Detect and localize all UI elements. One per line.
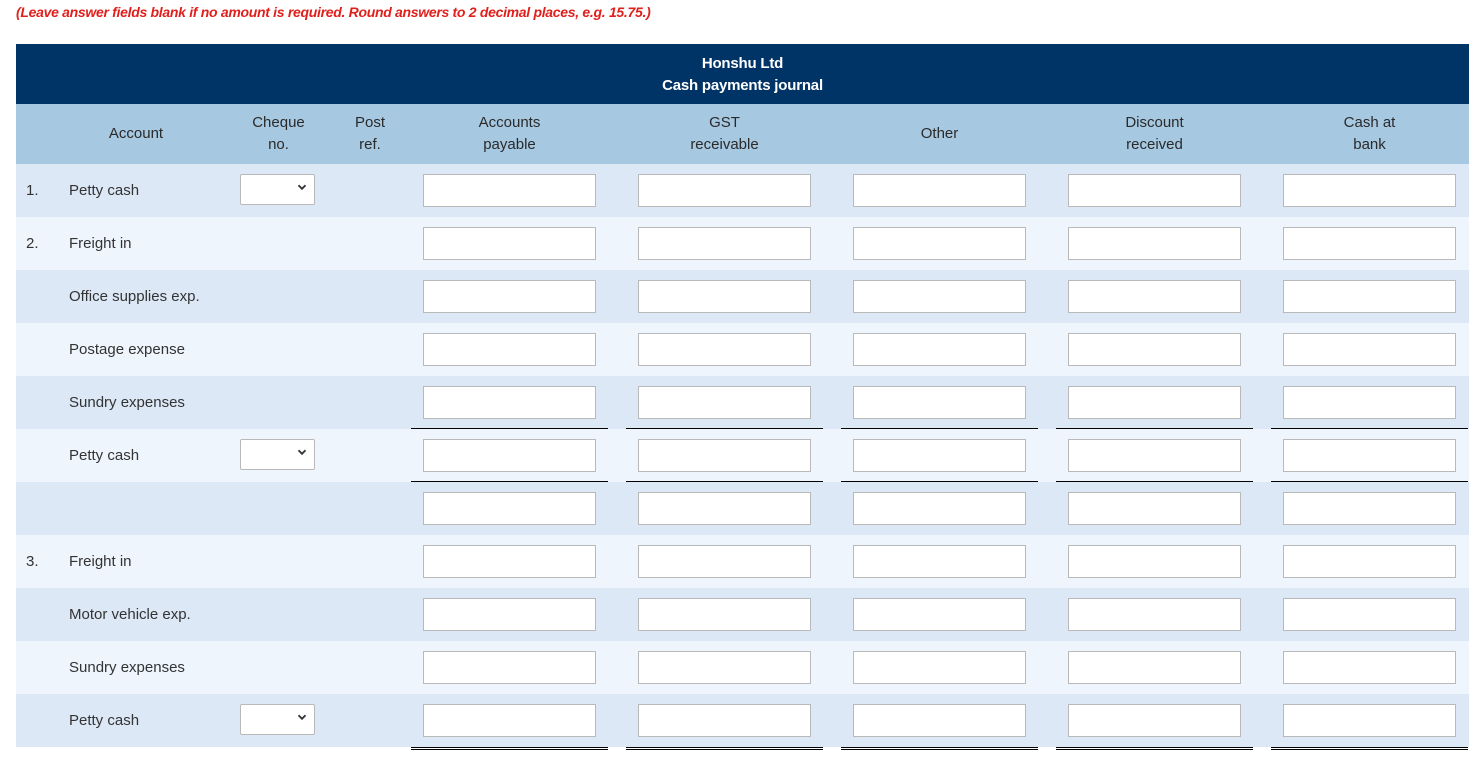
cheque-no-dropdown[interactable] xyxy=(240,439,315,470)
other-input[interactable] xyxy=(853,598,1026,631)
accounts-payable-input[interactable] xyxy=(423,280,596,313)
cash-at-bank-input[interactable] xyxy=(1283,704,1456,737)
cash-payments-journal xyxy=(16,44,1469,747)
discount-received-input[interactable] xyxy=(1068,545,1241,578)
gst-receivable-input[interactable] xyxy=(638,598,811,631)
journal-title-bar xyxy=(16,44,1469,104)
discount-received-input[interactable] xyxy=(1068,439,1241,472)
discount-received-input[interactable] xyxy=(1068,227,1241,260)
header-accounts-payable: Accounts payable xyxy=(478,114,541,153)
cash-at-bank-input[interactable] xyxy=(1283,598,1456,631)
cash-at-bank-input[interactable] xyxy=(1283,386,1456,419)
journal-row xyxy=(16,588,1469,641)
account-name: Motor vehicle exp. xyxy=(69,606,191,623)
gst-receivable-input[interactable] xyxy=(638,386,811,419)
accounts-payable-input[interactable] xyxy=(423,227,596,260)
company-name: Honshu Ltd xyxy=(701,55,784,72)
gst-receivable-input[interactable] xyxy=(638,439,811,472)
journal-row xyxy=(16,482,1469,535)
other-input[interactable] xyxy=(853,333,1026,366)
journal-row xyxy=(16,641,1469,694)
account-name: Sundry expenses xyxy=(69,394,185,411)
other-input[interactable] xyxy=(853,174,1026,207)
accounts-payable-input[interactable] xyxy=(423,545,596,578)
total-double-underline xyxy=(1056,747,1253,750)
header-cash-at-bank: Cash at bank xyxy=(1343,114,1396,153)
accounts-payable-input[interactable] xyxy=(423,704,596,737)
gst-receivable-input[interactable] xyxy=(638,651,811,684)
account-name: Petty cash xyxy=(69,182,140,199)
journal-rows xyxy=(16,164,1469,747)
other-input[interactable] xyxy=(853,492,1026,525)
cash-at-bank-input[interactable] xyxy=(1283,333,1456,366)
accounts-payable-input[interactable] xyxy=(423,174,596,207)
header-cheque-no: Cheque no. xyxy=(252,114,305,153)
accounts-payable-input[interactable] xyxy=(423,492,596,525)
journal-row xyxy=(16,694,1469,747)
other-input[interactable] xyxy=(853,704,1026,737)
journal-row xyxy=(16,376,1469,429)
other-input[interactable] xyxy=(853,651,1026,684)
cash-at-bank-input[interactable] xyxy=(1283,545,1456,578)
accounts-payable-input[interactable] xyxy=(423,333,596,366)
instruction-text: (Leave answer fields blank if no amount is required. Round answers to 2 decimal places, e.g. 15.75.) xyxy=(16,4,651,20)
journal-row xyxy=(16,535,1469,588)
discount-received-input[interactable] xyxy=(1068,704,1241,737)
discount-received-input[interactable] xyxy=(1068,492,1241,525)
header-other: Other xyxy=(920,125,959,142)
journal-row xyxy=(16,217,1469,270)
journal-row xyxy=(16,164,1469,217)
other-input[interactable] xyxy=(853,439,1026,472)
gst-receivable-input[interactable] xyxy=(638,227,811,260)
total-double-underline xyxy=(841,747,1038,750)
accounts-payable-input[interactable] xyxy=(423,386,596,419)
other-input[interactable] xyxy=(853,545,1026,578)
discount-received-input[interactable] xyxy=(1068,174,1241,207)
discount-received-input[interactable] xyxy=(1068,598,1241,631)
account-name: Sundry expenses xyxy=(69,659,185,676)
chevron-down-icon xyxy=(297,447,307,457)
total-double-underline xyxy=(626,747,823,750)
other-input[interactable] xyxy=(853,227,1026,260)
discount-received-input[interactable] xyxy=(1068,333,1241,366)
header-account: Account xyxy=(108,125,164,142)
accounts-payable-input[interactable] xyxy=(423,439,596,472)
cheque-no-dropdown[interactable] xyxy=(240,174,315,205)
account-name: Petty cash xyxy=(69,712,140,729)
total-double-underline xyxy=(1271,747,1468,750)
account-name: Freight in xyxy=(69,235,132,252)
entry-number: 3. xyxy=(26,553,39,570)
gst-receivable-input[interactable] xyxy=(638,492,811,525)
journal-title: Cash payments journal xyxy=(662,77,823,94)
gst-receivable-input[interactable] xyxy=(638,280,811,313)
journal-row xyxy=(16,323,1469,376)
cash-at-bank-input[interactable] xyxy=(1283,651,1456,684)
other-input[interactable] xyxy=(853,280,1026,313)
cash-at-bank-input[interactable] xyxy=(1283,492,1456,525)
journal-row xyxy=(16,270,1469,323)
cheque-no-dropdown[interactable] xyxy=(240,704,315,735)
journal-row xyxy=(16,429,1469,482)
chevron-down-icon xyxy=(297,182,307,192)
header-post-ref: Post ref. xyxy=(354,114,385,153)
gst-receivable-input[interactable] xyxy=(638,174,811,207)
accounts-payable-input[interactable] xyxy=(423,651,596,684)
account-name: Freight in xyxy=(69,553,132,570)
account-name: Office supplies exp. xyxy=(69,288,200,305)
cash-at-bank-input[interactable] xyxy=(1283,280,1456,313)
accounts-payable-input[interactable] xyxy=(423,598,596,631)
cash-at-bank-input[interactable] xyxy=(1283,174,1456,207)
other-input[interactable] xyxy=(853,386,1026,419)
entry-number: 1. xyxy=(26,182,39,199)
discount-received-input[interactable] xyxy=(1068,651,1241,684)
entry-number: 2. xyxy=(26,235,39,252)
chevron-down-icon xyxy=(297,712,307,722)
discount-received-input[interactable] xyxy=(1068,280,1241,313)
gst-receivable-input[interactable] xyxy=(638,545,811,578)
account-name: Postage expense xyxy=(69,341,185,358)
account-name: Petty cash xyxy=(69,447,140,464)
header-discount-received: Discount received xyxy=(1125,114,1184,153)
gst-receivable-input[interactable] xyxy=(638,704,811,737)
discount-received-input[interactable] xyxy=(1068,386,1241,419)
cash-at-bank-input[interactable] xyxy=(1283,439,1456,472)
cash-at-bank-input[interactable] xyxy=(1283,227,1456,260)
total-double-underline xyxy=(411,747,608,750)
column-header-row xyxy=(16,104,1469,164)
gst-receivable-input[interactable] xyxy=(638,333,811,366)
header-gst-receivable: GST receivable xyxy=(690,114,759,153)
